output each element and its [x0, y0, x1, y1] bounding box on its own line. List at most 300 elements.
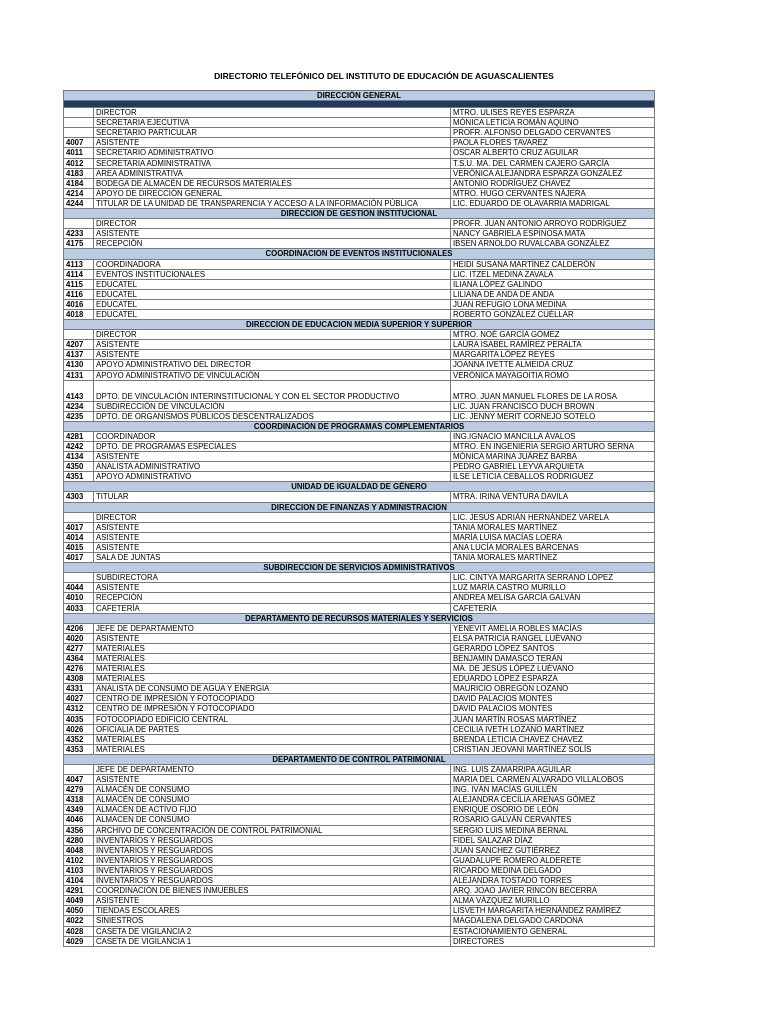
table-row: [64, 936, 655, 946]
position-cell: TIENDAS ESCOLARES: [94, 906, 451, 916]
table-row: [64, 593, 655, 603]
name-cell: MTRA. IRINA VENTURA DAVILA: [451, 492, 655, 502]
name-cell: ANDREA MELISA GARCÍA GALVÁN: [451, 593, 655, 603]
extension-cell: 4351: [64, 472, 94, 482]
name-cell: CECILIA IVETH LOZANO MARTÍNEZ: [451, 724, 655, 734]
table-row: [64, 542, 655, 552]
name-cell: SERGIO LUIS MEDINA BERNAL: [451, 825, 655, 835]
table-row: [64, 765, 655, 775]
extension-cell: 4312: [64, 704, 94, 714]
position-cell: EDUCATEL: [94, 309, 451, 319]
extension-cell: 4364: [64, 653, 94, 663]
table-row: [64, 896, 655, 906]
position-cell: APOYO ADMINISTRATIVO: [94, 472, 451, 482]
table-row: [64, 694, 655, 704]
name-cell: MTRO. ULISES REYES ESPARZA: [451, 108, 655, 118]
name-cell: BRENDA LETICIA CHAVEZ CHAVEZ: [451, 734, 655, 744]
section-title: SUBDIRECCION DE SERVICIOS ADMINISTRATIVOS: [64, 563, 655, 573]
name-cell: ALEJANDRA TOSTADO TORRES: [451, 876, 655, 886]
name-cell: JOANNA IVETTE ALMEIDA CRUZ: [451, 360, 655, 370]
extension-cell: 4130: [64, 360, 94, 370]
table-row: [64, 259, 655, 269]
name-cell: ALMA VÁZQUEZ MURILLO: [451, 896, 655, 906]
name-cell: ROSARIO GALVÁN CERVANTES: [451, 815, 655, 825]
name-cell: LIC. JUAN FRANCISCO DUCH BROWN: [451, 401, 655, 411]
table-row: [64, 633, 655, 643]
table-row: [64, 512, 655, 522]
position-cell: COORDINADORA: [94, 259, 451, 269]
position-cell: EDUCATEL: [94, 299, 451, 309]
name-cell: MTRO. HUGO CERVANTES NÁJERA: [451, 188, 655, 198]
section-title: DIRECCION DE FINANZAS Y ADMINISTRACION: [64, 502, 655, 512]
extension-cell: 4134: [64, 452, 94, 462]
extension-cell: [64, 330, 94, 340]
extension-cell: 4281: [64, 431, 94, 441]
extension-cell: 4007: [64, 138, 94, 148]
extension-cell: 4044: [64, 583, 94, 593]
table-row: [64, 876, 655, 886]
extension-cell: 4014: [64, 532, 94, 542]
extension-cell: 4183: [64, 168, 94, 178]
position-cell: ALMACEN DE CONSUMO: [94, 815, 451, 825]
section-header: [64, 482, 655, 492]
divider-cell: [64, 101, 655, 108]
table-row: [64, 643, 655, 653]
position-cell: AREA ADMINISTRATIVA: [94, 168, 451, 178]
position-cell: CENTRO DE IMPRESIÓN Y FOTOCOPIADO: [94, 694, 451, 704]
section-title: DIRECCION DE EDUCACION MEDIA SUPERIOR Y SUPERIOR: [64, 320, 655, 330]
table-row: [64, 269, 655, 279]
table-row: [64, 229, 655, 239]
table-row: [64, 664, 655, 674]
extension-cell: 4017: [64, 522, 94, 532]
table-row: [64, 452, 655, 462]
extension-cell: 4235: [64, 411, 94, 421]
position-cell: DPTO. DE PROGRAMAS ESPECIALES: [94, 442, 451, 452]
extension-cell: 4102: [64, 855, 94, 865]
table-row: [64, 724, 655, 734]
name-cell: MÓNICA LETICIA ROMÁN AQUINO: [451, 118, 655, 128]
position-cell: ASISTENTE: [94, 633, 451, 643]
table-row: [64, 350, 655, 360]
name-cell: CRISTIAN JEOVANI MARTÍNEZ SOLÍS: [451, 744, 655, 754]
position-cell: CAFETERÍA: [94, 603, 451, 613]
position-cell: ASISTENTE: [94, 522, 451, 532]
name-cell: FIDEL SALAZAR DÍAZ: [451, 835, 655, 845]
name-cell: PROFR. JUAN ANTONIO ARROYO RODRÍGUEZ: [451, 219, 655, 229]
table-row: [64, 492, 655, 502]
position-cell: INVENTARIOS Y RESGUARDOS: [94, 845, 451, 855]
extension-cell: [64, 118, 94, 128]
name-cell: ING. IVÁN MACÍAS GUILLÉN: [451, 785, 655, 795]
name-cell: CAFETERÍA: [451, 603, 655, 613]
name-cell: ROBERTO GONZÁLEZ CUÉLLAR: [451, 309, 655, 319]
extension-cell: 4026: [64, 724, 94, 734]
name-cell: ELSA PATRICIA RANGEL LUÉVANO: [451, 633, 655, 643]
table-row: [64, 583, 655, 593]
name-cell: MÓNICA MARINA JUÁREZ BARBA: [451, 452, 655, 462]
table-row: [64, 674, 655, 684]
extension-cell: [64, 108, 94, 118]
position-cell: JEFE DE DEPARTAMENTO: [94, 623, 451, 633]
name-cell: VERÓNICA MAYAGOITIA ROMO: [451, 370, 655, 380]
table-row: [64, 714, 655, 724]
table-row: [64, 603, 655, 613]
name-cell: BENJAMIN DAMASCO TERÁN: [451, 653, 655, 663]
name-cell: LIC. JESÚS ADRIÁN HERNÁNDEZ VARELA: [451, 512, 655, 522]
extension-cell: 4115: [64, 279, 94, 289]
extension-cell: 4214: [64, 188, 94, 198]
position-cell: CENTRO DE IMPRESIÓN Y FOTOCOPIADO: [94, 704, 451, 714]
position-cell: SECRETARIO PARTICULAR: [94, 128, 451, 138]
section-title: DEPARTAMENTO DE CONTROL PATRIMONIAL: [64, 754, 655, 764]
position-cell: INVENTARIOS Y RESGUARDOS: [94, 865, 451, 875]
extension-cell: 4356: [64, 825, 94, 835]
position-cell: EDUCATEL: [94, 279, 451, 289]
table-row: [64, 442, 655, 452]
name-cell: LIC. EDUARDO DE OLAVARRIA MADRIGAL: [451, 198, 655, 208]
extension-cell: 4048: [64, 845, 94, 855]
section-header: [64, 249, 655, 259]
table-row: [64, 653, 655, 663]
table-row: [64, 198, 655, 208]
table-row: [64, 845, 655, 855]
position-cell: COORDINACIÓN DE BIENES INMUEBLES: [94, 886, 451, 896]
table-row: [64, 431, 655, 441]
table-row: [64, 219, 655, 229]
extension-cell: 4020: [64, 633, 94, 643]
position-cell: RECEPCIÓN: [94, 239, 451, 249]
name-cell: PEDRO GABRIEL LEYVA ARQUIETA: [451, 462, 655, 472]
position-cell: TITULAR: [94, 492, 451, 502]
position-cell: SALA DE JUNTAS: [94, 553, 451, 563]
table-row: [64, 906, 655, 916]
name-cell: ESTACIONAMIENTO GENERAL: [451, 926, 655, 936]
extension-cell: 4184: [64, 178, 94, 188]
name-cell: IBSEN ARNOLDO RUVALCABA GONZÁLEZ: [451, 239, 655, 249]
name-cell: DAVID PALACIOS MONTES: [451, 694, 655, 704]
extension-cell: 4291: [64, 886, 94, 896]
table-row: [64, 380, 655, 401]
extension-cell: 4015: [64, 542, 94, 552]
extension-cell: 4143: [64, 380, 94, 401]
table-row: [64, 462, 655, 472]
position-cell: MATERIALES: [94, 643, 451, 653]
position-cell: MATERIALES: [94, 744, 451, 754]
table-row: [64, 815, 655, 825]
table-row: [64, 795, 655, 805]
extension-cell: 4116: [64, 289, 94, 299]
position-cell: APOYO DE DIRECCIÓN GENERAL: [94, 188, 451, 198]
section-divider-bar: [64, 101, 655, 108]
table-row: [64, 340, 655, 350]
name-cell: HEIDI SUSANA MARTÍNEZ CALDERÓN: [451, 259, 655, 269]
position-cell: ALMACÉN DE ACTIVO FIJO: [94, 805, 451, 815]
extension-cell: 4318: [64, 795, 94, 805]
table-row: [64, 309, 655, 319]
extension-cell: 4303: [64, 492, 94, 502]
name-cell: MTRO. JUAN MANUEL FLORES DE LA ROSA: [451, 380, 655, 401]
table-row: [64, 734, 655, 744]
table-row: [64, 553, 655, 563]
position-cell: ALMACÉN DE CONSUMO: [94, 785, 451, 795]
position-cell: ASISTENTE: [94, 775, 451, 785]
table-row: [64, 886, 655, 896]
extension-cell: 4035: [64, 714, 94, 724]
section-header: [64, 91, 655, 101]
position-cell: ALMACÉN DE CONSUMO: [94, 795, 451, 805]
table-row: [64, 926, 655, 936]
name-cell: LISVETH MARGARITA HERNÁNDEZ RAMÍREZ: [451, 906, 655, 916]
position-cell: ASISTENTE: [94, 229, 451, 239]
extension-cell: 4046: [64, 815, 94, 825]
section-title: DIRECCION DE GESTION INSTITUCIONAL: [64, 209, 655, 219]
table-row: [64, 522, 655, 532]
extension-cell: 4331: [64, 684, 94, 694]
table-row: [64, 118, 655, 128]
extension-cell: 4277: [64, 643, 94, 653]
extension-cell: 4113: [64, 259, 94, 269]
position-cell: ARCHIVO DE CONCENTRACIÓN DE CONTROL PATRIMONIAL: [94, 825, 451, 835]
section-header: [64, 320, 655, 330]
name-cell: DAVID PALACIOS MONTES: [451, 704, 655, 714]
position-cell: DIRECTOR: [94, 330, 451, 340]
extension-cell: 4011: [64, 148, 94, 158]
extension-cell: 4017: [64, 553, 94, 563]
position-cell: INVENTARIOS Y RESGUARDOS: [94, 876, 451, 886]
extension-cell: 4016: [64, 299, 94, 309]
position-cell: SUBDIRECCIÓN DE VINCULACIÓN: [94, 401, 451, 411]
name-cell: MTRO. EN INGENIERIA SERGIO ARTURO SERNA: [451, 442, 655, 452]
table-row: [64, 775, 655, 785]
name-cell: MARIA DEL CARMEN ALVARADO VILLALOBOS: [451, 775, 655, 785]
table-row: [64, 108, 655, 118]
position-cell: JEFE DE DEPARTAMENTO: [94, 765, 451, 775]
extension-cell: 4027: [64, 694, 94, 704]
table-row: [64, 138, 655, 148]
extension-cell: 4047: [64, 775, 94, 785]
extension-cell: 4137: [64, 350, 94, 360]
position-cell: CASETA DE VIGILANCIA 2: [94, 926, 451, 936]
extension-cell: 4022: [64, 916, 94, 926]
name-cell: JUAN MARTÍN ROSAS MARTÍNEZ: [451, 714, 655, 724]
position-cell: ANALISTA DE CONSUMO DE AGUA Y ENERGIA: [94, 684, 451, 694]
table-row: [64, 532, 655, 542]
table-row: [64, 805, 655, 815]
position-cell: ASISTENTE: [94, 896, 451, 906]
name-cell: LIC. CINTYA MARGARITA SERRANO LÓPEZ: [451, 573, 655, 583]
table-row: [64, 472, 655, 482]
name-cell: YENEVIT AMELIA ROBLES MACÍAS: [451, 623, 655, 633]
position-cell: SECRETARIO ADMINISTRATIVO: [94, 148, 451, 158]
section-title: UNIDAD DE IGUALDAD DE GÉNERO: [64, 482, 655, 492]
extension-cell: 4131: [64, 370, 94, 380]
table-row: [64, 279, 655, 289]
extension-cell: 4114: [64, 269, 94, 279]
directory-table: [63, 90, 655, 947]
name-cell: MARÍA LUISA MACÍAS LOERA: [451, 532, 655, 542]
name-cell: EDUARDO LÓPEZ ESPARZA: [451, 674, 655, 684]
extension-cell: 4010: [64, 593, 94, 603]
extension-cell: [64, 512, 94, 522]
extension-cell: 4028: [64, 926, 94, 936]
section-header: [64, 502, 655, 512]
name-cell: MARGARITA LÓPEZ REYES: [451, 350, 655, 360]
name-cell: LILIANA DE ANDA DE ANDA: [451, 289, 655, 299]
table-row: [64, 128, 655, 138]
table-row: [64, 401, 655, 411]
name-cell: JUAN SANCHEZ GUTIÉRREZ: [451, 845, 655, 855]
name-cell: LUZ MARÍA CASTRO MURILLO: [451, 583, 655, 593]
table-row: [64, 168, 655, 178]
extension-cell: 4233: [64, 229, 94, 239]
extension-cell: 4029: [64, 936, 94, 946]
extension-cell: 4279: [64, 785, 94, 795]
section-header: [64, 421, 655, 431]
section-title: COORDINACION DE EVENTOS INSTITUCIONALES: [64, 249, 655, 259]
position-cell: SECRETARIA EJECUTIVA: [94, 118, 451, 128]
name-cell: TANIA MORALES MARTÍNEZ: [451, 553, 655, 563]
table-row: [64, 623, 655, 633]
extension-cell: 4103: [64, 865, 94, 875]
name-cell: ING.IGNACIO MANCILLA ÁVALOS: [451, 431, 655, 441]
table-row: [64, 411, 655, 421]
name-cell: ANA LUCÍA MORALES BÁRCENAS: [451, 542, 655, 552]
position-cell: ASISTENTE: [94, 138, 451, 148]
table-row: [64, 573, 655, 583]
table-row: [64, 178, 655, 188]
position-cell: OFICIALIA DE PARTES: [94, 724, 451, 734]
name-cell: PROFR. ALFONSO DELGADO CERVANTES: [451, 128, 655, 138]
name-cell: PAOLA FLORES TAVAREZ: [451, 138, 655, 148]
position-cell: MATERIALES: [94, 653, 451, 663]
extension-cell: [64, 765, 94, 775]
name-cell: DIRECTORES: [451, 936, 655, 946]
table-row: [64, 148, 655, 158]
name-cell: ILIANA LÓPEZ GALINDO: [451, 279, 655, 289]
extension-cell: 4349: [64, 805, 94, 815]
table-row: [64, 330, 655, 340]
position-cell: DPTO. DE VINCULACIÓN INTERINSTITUCIONAL Y CON EL SECTOR PRODUCTIVO: [94, 380, 451, 401]
position-cell: RECEPCIÓN: [94, 593, 451, 603]
section-title: DIRECCIÓN GENERAL: [64, 91, 655, 101]
position-cell: TITULAR DE LA UNIDAD DE TRANSPARENCIA Y ACCESO A LA INFORMACIÓN PÚBLICA: [94, 198, 451, 208]
name-cell: LIC. JENNY MERIT CORNEJO SOTELO: [451, 411, 655, 421]
extension-cell: 4104: [64, 876, 94, 886]
table-row: [64, 158, 655, 168]
position-cell: DIRECTOR: [94, 108, 451, 118]
extension-cell: [64, 219, 94, 229]
section-header: [64, 613, 655, 623]
name-cell: MAGDALENA DELGADO CARDONA: [451, 916, 655, 926]
name-cell: VERÓNICA ALEJANDRA ESPARZA GONZÁLEZ: [451, 168, 655, 178]
name-cell: ALEJANDRA CECILIA ARENAS GÓMEZ: [451, 795, 655, 805]
position-cell: APOYO ADMINISTRATIVO DE VINCULACIÓN: [94, 370, 451, 380]
position-cell: EDUCATEL: [94, 289, 451, 299]
section-header: [64, 754, 655, 764]
directory-body: [64, 91, 655, 947]
table-row: [64, 865, 655, 875]
position-cell: FOTOCOPIADO EDIFICIO CENTRAL: [94, 714, 451, 724]
extension-cell: 4242: [64, 442, 94, 452]
position-cell: INVENTARIOS Y RESGUARDOS: [94, 855, 451, 865]
section-title: COORDINACIÓN DE PROGRAMAS COMPLEMENTARIOS: [64, 421, 655, 431]
table-row: [64, 370, 655, 380]
position-cell: CASETA DE VIGILANCIA 1: [94, 936, 451, 946]
name-cell: GERARDO LÓPEZ SANTOS: [451, 643, 655, 653]
name-cell: LIC. ITZEL MEDINA ZAVALA: [451, 269, 655, 279]
table-row: [64, 916, 655, 926]
position-cell: SECRETARIA ADMINISTRATIVA: [94, 158, 451, 168]
extension-cell: 4207: [64, 340, 94, 350]
name-cell: RICARDO MEDINA DELGADO: [451, 865, 655, 875]
table-row: [64, 360, 655, 370]
table-row: [64, 684, 655, 694]
section-header: [64, 209, 655, 219]
extension-cell: 4350: [64, 462, 94, 472]
position-cell: ASISTENTE: [94, 542, 451, 552]
name-cell: T.S.U. MA. DEL CARMEN CAJERO GARCÍA: [451, 158, 655, 168]
position-cell: SINIESTROS: [94, 916, 451, 926]
extension-cell: 4033: [64, 603, 94, 613]
position-cell: MATERIALES: [94, 734, 451, 744]
extension-cell: [64, 573, 94, 583]
position-cell: MATERIALES: [94, 664, 451, 674]
extension-cell: 4206: [64, 623, 94, 633]
position-cell: ASISTENTE: [94, 532, 451, 542]
name-cell: MA. DE JESÚS LÓPEZ LUÉVANO: [451, 664, 655, 674]
table-row: [64, 299, 655, 309]
name-cell: LAURA ISABEL RAMÍREZ PERALTA: [451, 340, 655, 350]
name-cell: GUADALUPE ROMERO ALDERETE: [451, 855, 655, 865]
position-cell: DIRECTOR: [94, 219, 451, 229]
extension-cell: 4353: [64, 744, 94, 754]
position-cell: ASISTENTE: [94, 452, 451, 462]
position-cell: ASISTENTE: [94, 350, 451, 360]
extension-cell: 4018: [64, 309, 94, 319]
extension-cell: 4280: [64, 835, 94, 845]
extension-cell: 4012: [64, 158, 94, 168]
position-cell: DIRECTOR: [94, 512, 451, 522]
position-cell: BODEGA DE ALMACÉN DE RECURSOS MATERIALES: [94, 178, 451, 188]
table-row: [64, 835, 655, 845]
position-cell: MATERIALES: [94, 674, 451, 684]
position-cell: SUBDIRECTORA: [94, 573, 451, 583]
section-title: DEPARTAMENTO DE RECURSOS MATERIALES Y SERVICIOS: [64, 613, 655, 623]
section-header: [64, 563, 655, 573]
position-cell: COORDINADOR: [94, 431, 451, 441]
table-row: [64, 785, 655, 795]
table-row: [64, 289, 655, 299]
name-cell: ENRIQUE OSORIO DE LEÓN: [451, 805, 655, 815]
name-cell: MAURICIO OBREGÓN LOZANO: [451, 684, 655, 694]
extension-cell: 4050: [64, 906, 94, 916]
extension-cell: 4308: [64, 674, 94, 684]
position-cell: APOYO ADMINISTRATIVO DEL DIRECTOR: [94, 360, 451, 370]
extension-cell: 4049: [64, 896, 94, 906]
table-row: [64, 744, 655, 754]
table-row: [64, 188, 655, 198]
position-cell: DPTO. DE ORGANISMOS PÚBLICOS DESCENTRALIZADOS: [94, 411, 451, 421]
table-row: [64, 825, 655, 835]
position-cell: INVENTARIOS Y RESGUARDOS: [94, 835, 451, 845]
extension-cell: 4352: [64, 734, 94, 744]
table-row: [64, 704, 655, 714]
extension-cell: [64, 128, 94, 138]
table-row: [64, 855, 655, 865]
name-cell: ING. LUIS ZAMARRIPA AGUILAR: [451, 765, 655, 775]
name-cell: JUAN REFUGIO LONA MEDINA: [451, 299, 655, 309]
